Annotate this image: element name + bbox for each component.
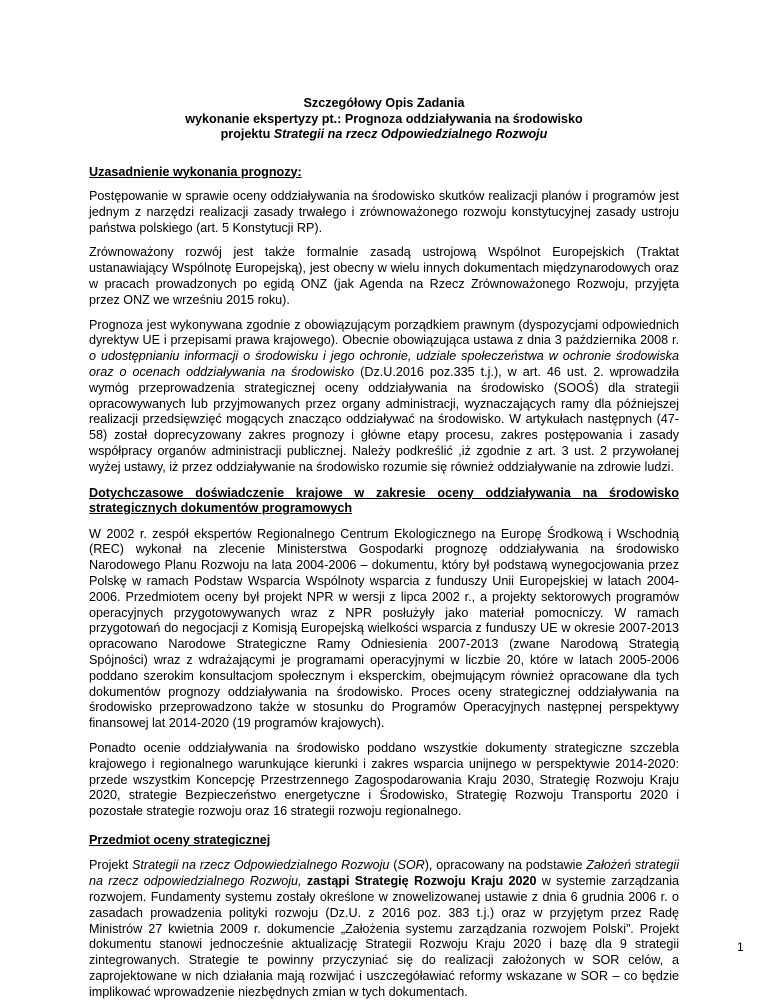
section-heading-subject: Przedmiot oceny strategicznej xyxy=(89,832,271,847)
paragraph-6-sor-abbrev: SOR xyxy=(397,858,425,873)
page-number: 1 xyxy=(737,940,744,954)
title-line-1: Szczegółowy Opis Zadania xyxy=(303,96,465,110)
section-heading-experience: Dotychczasowe doświadczenie krajowe w zakresie oceny oddziaływania na środowisko strategicznych dokumentów programowych xyxy=(89,485,679,516)
paragraph-1: Postępowanie w sprawie oceny oddziaływania na środowisko skutków realizacji planów i programów jest jednym z narzędzi realizacji zasady trwałego i zrównoważonego rozwoju konstytucyjnej zasady ustroju państwa polskiego (art. 5 Konstytucji RP). xyxy=(89,189,679,235)
paragraph-6-part-3: ), opracowany na podstawie xyxy=(424,858,587,873)
paragraph-4: W 2002 r. zespół ekspertów Regionalnego Centrum Ekologicznego na Europę Środkową i Wschodnią (REC) wykonał na zlecenie Ministerstwa Gospodarki prognozę oddziaływania na środowisko Narodowego Planu Rozwoju na lata 2004-2006 – dokumentu, który był podstawą wynegocjowania przez Polskę w ramach Podstaw Wsparcia Wspólnoty wsparcia z funduszy Unii Europejskiej w latach 2004-2006. Przedmiotem oceny był projekt NPR w wersji z lipca 2002 r., a projekty sektorowych programów operacyjnych przygotowywanych wraz z NPR posłużyły jako materiał pomocniczy. W ramach przygotowań do negocjacji z Komisją Europejską wielkości wsparcia z funduszy UE w okresie 2007-2013 opracowano Narodowe Strategiczne Ramy Odniesienia 2007-2013 (zwane Narodową Strategią Spójności) wraz z wdrażającymi je programami operacyjnymi w liczbie 20, które w latach 2005-2006 poddano szerokim konsultacjom społecznym i eksperckim, obejmującym również opracowane dla tych dokumentów prognozy oddziaływania na środowisko. Proces oceny strategicznej oddziaływania na środowisko przeprowadzono także w stosunku do Programów Operacyjnych następnej perspektywy finansowej lat 2014-2020 (19 programów krajowych). xyxy=(89,526,679,731)
paragraph-3-act-title: o udostępnianiu informacji o środowisku i jego ochronie, udziale społeczeństwa w ochronie środowiska oraz o ocenach oddziaływania na środowisko xyxy=(89,349,679,379)
paragraph-3-part-2: (Dz.U.2016 poz.335 t.j.), w art. 46 ust. 2. wprowadziła wymóg przeprowadzenia strategicznej oceny oddziaływania na środowisko (SOOŚ) dla strategii opracowywanych lub przyjmowanych przez organy administracji, wyznaczających ramy dla późniejszej realizacji przedsięwzięć mogących znacząco oddziaływać na środowisko. W artykułach następnych (47-58) został doprecyzowany zakres prognozy i główne etapy procesu, zakres postępowania i zasady współpracy organów administracji publicznej. Należy podkreślić ,iż zgodnie z art. 3 ust. 2 przywołanej wyżej ustawy, iż przez oddziaływanie na środowisko rozumie się również oddziaływanie na zdrowie ludzi. xyxy=(89,364,679,474)
paragraph-3-part-1: Prognoza jest wykonywana zgodnie z obowiązującym porządkiem prawnym (dyspozycjami odpowiednich dyrektyw UE i przepisami prawa krajowego). Obecnie obowiązująca ustawa z dnia 3 października 2008 r. xyxy=(89,317,679,348)
title-strategy-name: Strategii na rzecz Odpowiedzialnego Rozwoju xyxy=(273,127,548,141)
paragraph-6-strategy-name: Strategii na rzecz Odpowiedzialnego Rozwoju xyxy=(132,858,390,873)
paragraph-6-assumptions-title: Założeń strategii na rzecz odpowiedzialnego Rozwoju, xyxy=(89,858,679,889)
paragraph-5: Ponadto ocenie oddziaływania na środowisko poddano wszystkie dokumenty strategiczne szczebla krajowego i regionalnego warunkujące kierunki i zakres wsparcia unijnego w perspektywie 2014-2020: przede wszystkim Koncepcję Przestrzennego Zagospodarowania Kraju 2030, Strategię Rozwoju Kraju 2020, strategie Bezpieczeństwo energetyczne i Środowisko, Strategię Rozwoju Transportu 2020 i pozostałe strategie rozwoju oraz 16 strategii rozwoju regionalnego. xyxy=(89,740,679,819)
page-content xyxy=(89,96,679,1001)
paragraph-6-replacement-note: zastąpi Strategię Rozwoju Kraju 2020 xyxy=(306,874,537,889)
paragraph-6-part-2: ( xyxy=(389,858,398,873)
paragraph-6 xyxy=(89,858,679,1000)
paragraph-3 xyxy=(89,318,679,476)
document-title xyxy=(89,96,679,143)
section-heading-justification: Uzasadnienie wykonania prognozy: xyxy=(89,164,302,179)
title-line-3 xyxy=(89,127,679,143)
paragraph-6-part-1: Projekt xyxy=(89,858,132,873)
paragraph-2: Zrównoważony rozwój jest także formalnie zasadą ustrojową Wspólnot Europejskich (Traktat ustanawiający Wspólnotę Europejską), jest obecny w wielu innych dokumentach międzynarodowych oraz w pracach prowadzonych po egidą ONZ (jak Agenda na Rzecz Zrównoważonego Rozwoju, przyjęta przez ONZ we wrześniu 2015 roku). xyxy=(89,245,679,307)
title-line-2: wykonanie ekspertyzy pt.: Prognoza oddziaływania na środowisko xyxy=(185,111,583,126)
title-line-3-text: projektu xyxy=(220,127,274,141)
paragraph-6-part-4: w systemie zarządzania rozwojem. Fundamenty systemu zostały określone w znowelizowanej ustawie z dnia 6 grudnia 2006 r. o zasadach prowadzenia polityki rozwoju (Dz.U. z 2016 poz. 383 t.j.) oraz w przyjętym przez Radę Ministrów 27 kwietnia 2009 r. dokumencie „Założenia systemu zarządzania rozwojem Polski”. Projekt dokumentu stanowi jednocześnie aktualizację Strategii Rozwoju Kraju 2020 i bazę dla 9 strategii zintegrowanych. Strategie te powinny przyczyniać się do realizacji założonych w SOR celów, a zaprojektowane w nich działania mają rozwijać i uszczegóławiać reformy wskazane w SOR – co będzie implikować wprowadzenie niezbędnych zmian w tych dokumentach. xyxy=(89,874,679,999)
